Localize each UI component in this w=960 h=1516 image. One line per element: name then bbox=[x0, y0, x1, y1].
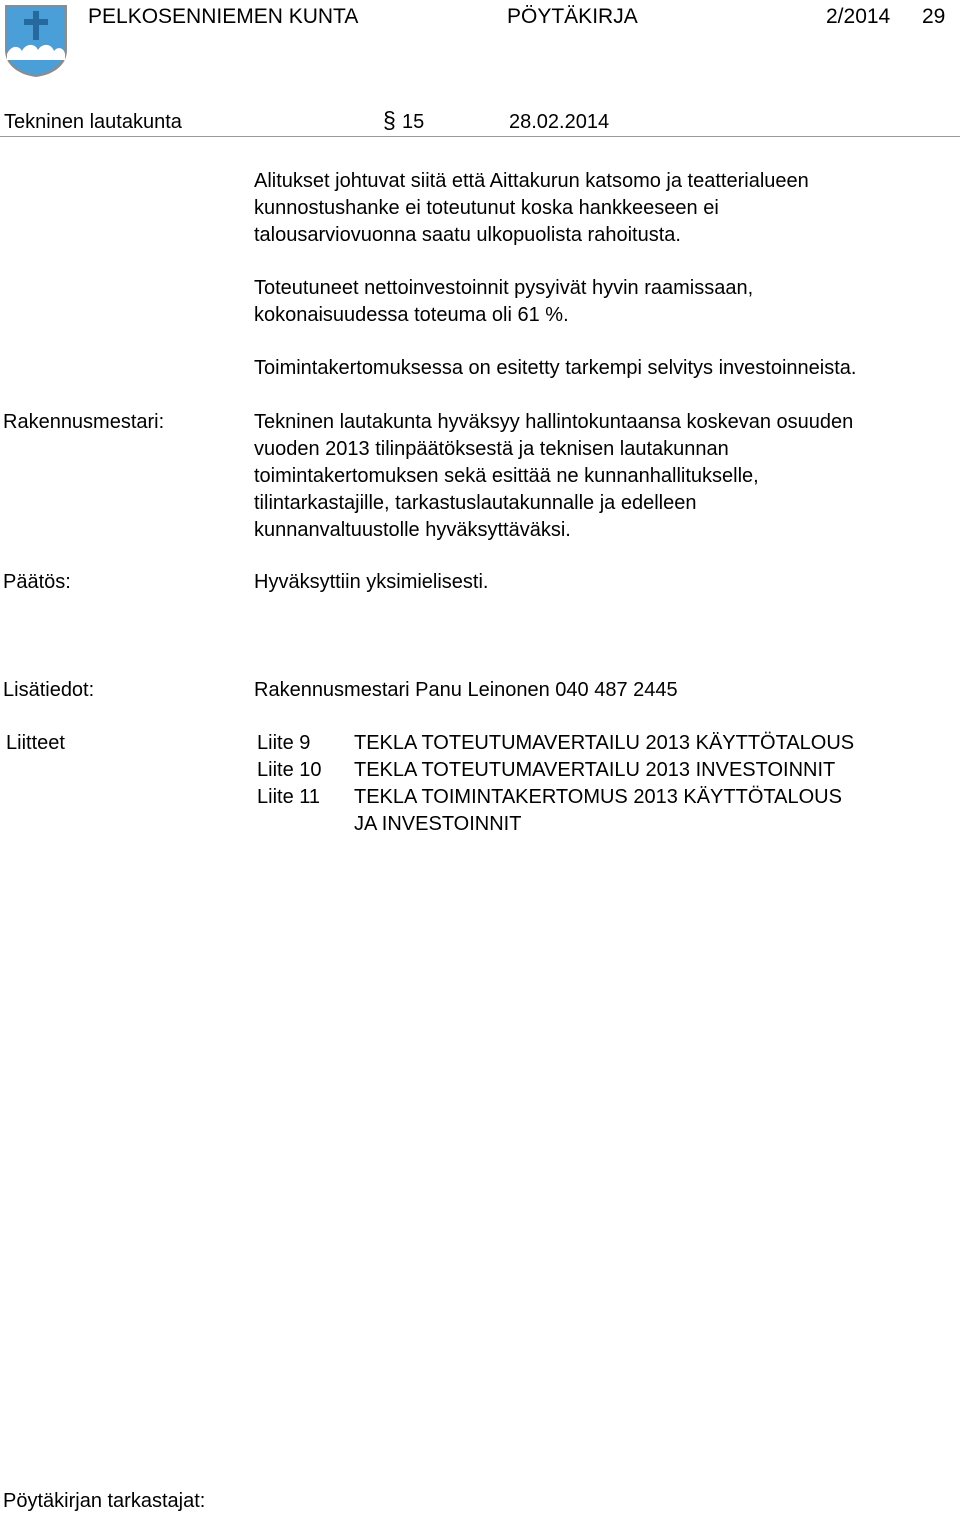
paragraph-line: Toimintakertomuksessa on esitetty tarkempi selvitys investoinneista. bbox=[254, 357, 857, 379]
page-number: 29 bbox=[922, 5, 946, 28]
paragraph-net-investments bbox=[254, 275, 954, 329]
paragraph-line: talousarviovuonna saatu ulkopuolista rahoitusta. bbox=[254, 224, 681, 246]
attachment-title: TEKLA TOTEUTUMAVERTAILU 2013 KÄYTTÖTALOUS bbox=[354, 732, 855, 754]
issue-number: 2/2014 bbox=[826, 5, 891, 28]
proposal-text bbox=[254, 409, 954, 544]
paragraph-line: Alitukset johtuvat siitä että Aittakurun katsomo ja teatterialueen bbox=[254, 170, 809, 192]
attachments-label: Liitteet bbox=[6, 732, 65, 754]
attachment-title: TEKLA TOTEUTUMAVERTAILU 2013 INVESTOINNIT bbox=[354, 759, 836, 781]
paragraph-line: kunnostushanke ei toteutunut koska hankkeeseen ei bbox=[254, 197, 719, 219]
proposal-label: Rakennusmestari: bbox=[3, 411, 165, 433]
proposal-line: tilintarkastajille, tarkastuslautakunnalle ja edelleen bbox=[254, 492, 697, 514]
attachment-title: TEKLA TOIMINTAKERTOMUS 2013 KÄYTTÖTALOUS bbox=[354, 786, 842, 808]
meeting-date: 28.02.2014 bbox=[509, 111, 610, 133]
paragraph-annual-report bbox=[254, 355, 954, 382]
committee-name: Tekninen lautakunta bbox=[4, 111, 182, 133]
minutes-reviewers-label: Pöytäkirjan tarkastajat: bbox=[3, 1490, 206, 1512]
info-label: Lisätiedot: bbox=[3, 679, 95, 701]
decision-label: Päätös: bbox=[3, 571, 71, 593]
proposal-line: kunnanvaltuustolle hyväksyttäväksi. bbox=[254, 519, 571, 541]
paragraph-line: kokonaisuudessa toteuma oli 61 %. bbox=[254, 304, 569, 326]
document-type: PÖYTÄKIRJA bbox=[507, 5, 638, 28]
section-number: 15 bbox=[402, 111, 425, 133]
municipality-coat-of-arms-logo bbox=[4, 4, 68, 78]
section-sign: § bbox=[383, 107, 396, 133]
decision-text: Hyväksyttiin yksimielisesti. bbox=[254, 571, 489, 593]
info-contact: Rakennusmestari Panu Leinonen 040 487 2445 bbox=[254, 679, 678, 701]
proposal-line: Tekninen lautakunta hyväksyy hallintokuntaansa koskevan osuuden bbox=[254, 411, 854, 433]
attachment-id: Liite 9 bbox=[257, 732, 311, 754]
proposal-line: toimintakertomuksen sekä esittää ne kunnanhallitukselle, bbox=[254, 465, 759, 487]
attachment-id: Liite 11 bbox=[257, 786, 321, 808]
proposal-line: vuoden 2013 tilinpäätöksestä ja teknisen lautakunnan bbox=[254, 438, 729, 460]
paragraph-line: Toteutuneet nettoinvestoinnit pysyivät hyvin raamissaan, bbox=[254, 277, 754, 299]
attachment-title-continued: JA INVESTOINNIT bbox=[354, 813, 522, 835]
attachment-id: Liite 10 bbox=[257, 759, 322, 781]
municipality-name: PELKOSENNIEMEN KUNTA bbox=[88, 5, 359, 28]
header-divider bbox=[0, 136, 960, 137]
paragraph-shortfall bbox=[254, 168, 954, 249]
